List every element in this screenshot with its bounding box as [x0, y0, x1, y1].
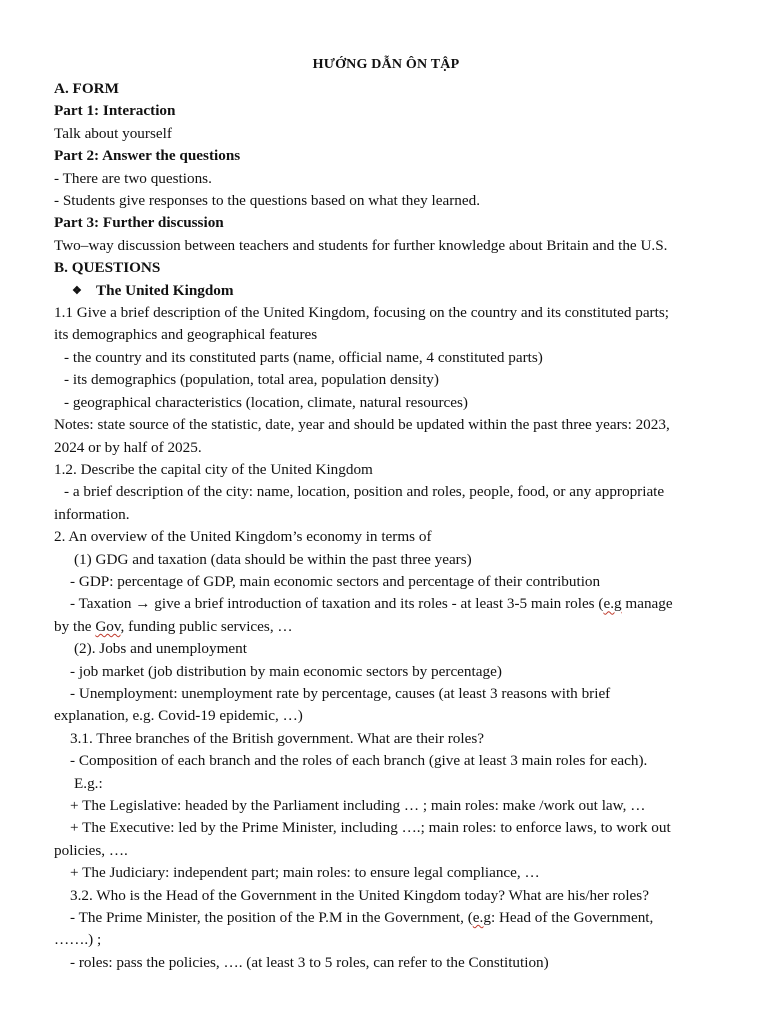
question-2-job-market: - job market (job distribution by main economic sectors by percentage)	[70, 662, 502, 680]
question-2-taxation-line-1	[54, 593, 718, 615]
question-2-taxation-line-2	[54, 616, 718, 638]
taxation-text-a: - Taxation → give a brief introduction of taxation and its roles - at least 3-5 main roles (	[70, 595, 604, 613]
question-1-1-item-demographics: - its demographics (population, total area, population density)	[64, 371, 439, 389]
uk-subheading	[54, 280, 718, 302]
taxation-eg: e.g	[603, 595, 622, 613]
pm-text-a1: - The Prime Minister, the position of the P.M in the Government, (	[70, 909, 473, 927]
question-3-1-judiciary: + The Judiciary: independent part; main roles: to ensure legal compliance, …	[70, 864, 540, 882]
part1-description: Talk about yourself	[54, 124, 172, 142]
question-2-unemployment-line-2: explanation, e.g. Covid-19 epidemic, …)	[54, 707, 303, 725]
question-2-gdp: - GDP: percentage of GDP, main economic sectors and percentage of their contribution	[70, 572, 601, 590]
taxation-gov: Gov	[95, 617, 121, 635]
question-2-unemployment-line-1: - Unemployment: unemployment rate by percentage, causes (at least 3 reasons with brief	[70, 684, 611, 702]
question-3-1-eg: E.g.:	[74, 774, 103, 792]
question-2-sub-1: (1) GDG and taxation (data should be within the past three years)	[74, 550, 472, 568]
question-3-1-executive-line-2: policies, ….	[54, 841, 128, 859]
question-3-1-executive-line-1: + The Executive: led by the Prime Minister, including ….; main roles: to enforce laws, to work out	[70, 819, 671, 837]
question-1-2: 1.2. Describe the capital city of the United Kingdom	[54, 460, 373, 478]
uk-subheading-text: The United Kingdom	[96, 281, 234, 299]
taxation-text-c1: by the	[54, 617, 96, 635]
question-3-2-pm-line-2: …….) ;	[54, 931, 102, 949]
question-3-1-legislative: + The Legislative: headed by the Parliament including … ; main roles: make /work out law, …	[70, 797, 646, 814]
question-3-2-roles: - roles: pass the policies, …. (at least 3 to 5 roles, can refer to the Constitution)	[70, 953, 549, 971]
document-title: HƯỚNG DẪN ÔN TẬP	[312, 57, 460, 72]
question-3-2: 3.2. Who is the Head of the Government in the United Kingdom today? What are his/her roles?	[70, 886, 649, 904]
pm-text-a2: : Head of the Government,	[490, 909, 654, 927]
part2-line-2: - Students give responses to the questions based on what they learned.	[54, 192, 481, 210]
question-3-1: 3.1. Three branches of the British government. What are their roles?	[70, 729, 484, 747]
question-1-1-line-1: 1.1 Give a brief description of the United Kingdom, focusing on the country and its constituted parts;	[54, 304, 669, 322]
question-1-2-item-line-2: information.	[54, 505, 130, 523]
part2-heading: Part 2: Answer the questions	[54, 147, 241, 165]
taxation-text-c2: , funding public services, …	[120, 617, 293, 635]
question-1-1-item-country: - the country and its constituted parts (name, official name, 4 constituted parts)	[64, 348, 543, 366]
question-3-2-pm-line-1	[54, 907, 718, 929]
question-1-1-line-2: its demographics and geographical features	[54, 326, 318, 344]
question-1-1-item-geography: - geographical characteristics (location, climate, natural resources)	[64, 393, 468, 411]
part1-heading: Part 1: Interaction	[54, 102, 176, 120]
pm-eg: e.g	[472, 909, 491, 927]
section-b-heading: B. QUESTIONS	[54, 259, 161, 277]
section-a-heading: A. FORM	[54, 80, 119, 97]
notes-line-2: 2024 or by half of 2025.	[54, 438, 202, 456]
notes-line-1: Notes: state source of the statistic, date, year and should be updated within the past three years: 2023,	[54, 416, 670, 434]
question-2-sub-2: (2). Jobs and unemployment	[74, 640, 247, 658]
question-2: 2. An overview of the United Kingdom’s economy in terms of	[54, 528, 432, 546]
part3-heading: Part 3: Further discussion	[54, 214, 224, 232]
part2-line-1: - There are two questions.	[54, 169, 212, 187]
part3-description: Two–way discussion between teachers and students for further knowledge about Britain and the U.S.	[54, 236, 668, 254]
diamond-bullet-icon: ❖	[72, 284, 82, 297]
question-3-1-composition: - Composition of each branch and the roles of each branch (give at least 3 main roles for each).	[70, 752, 648, 770]
taxation-text-b: manage	[621, 595, 673, 613]
question-1-2-item-line-1: - a brief description of the city: name, location, position and roles, people, food, or any appropriate	[64, 483, 665, 501]
